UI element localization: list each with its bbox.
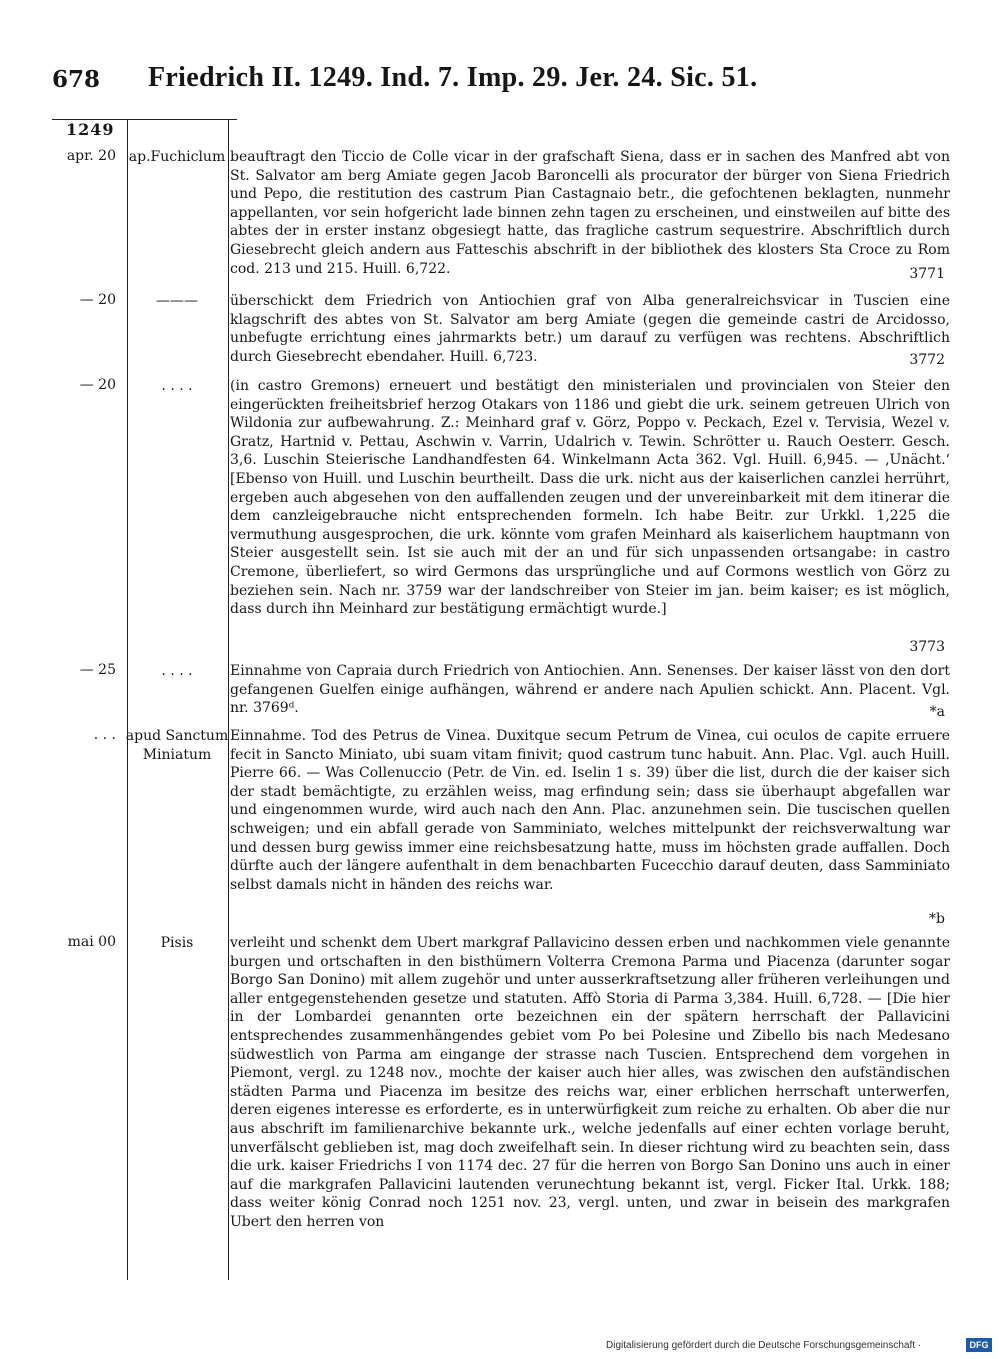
entry-number: *b: [929, 911, 945, 927]
entry-text: überschickt dem Friedrich von Antiochien graf von Alba generalreichsvicar in Tuscien eine klagschrift des abtes von St. Salvator am berg Amiate (gegen die gemeinde castri de Arcidosso, unbefugte errichtung eines jahrmarkts betr.) um darauf zu verfügen was rechtens. Abschriftlich durch Giesebrecht ebendaher. Huill. 6,723.: [230, 293, 950, 365]
entry-date: — 25: [79, 662, 116, 678]
year-heading: 1249: [66, 120, 115, 139]
entry-date: apr. 20: [66, 148, 116, 164]
digitization-credit: Digitalisierung gefördert durch die Deutsche Forschungsgemeinschaft ·: [606, 1340, 922, 1351]
entry-text: (in castro Gremons) erneuert und bestätigt den ministerialen und provincialen von Steier den eingerückten freiheitsbrief herzog Otakars von 1186 und giebt die urk. seinem getreuen Ulrich von Wildonia zur aufbewahrung. Z.: Meinhard graf v. Görz, Poppo v. Peckach, Ezel v. Tervisia, Wezel v. Gratz, Hartnid v. Pettau, Aschwin v. Varrin, Udalrich v. Tewin. Schrötter u. Rauch Oesterr. Gesch. 3,6. Luschin Steierische Landhandfesten 64. Winkelmann Acta 362. Vgl. Huill. 6,945. — ‚Unächt.‘ [Ebenso von Huill. und Luschin beurtheilt. Dass die urk. nicht aus der kaiserlichen canzlei herrührt, ergeben auch abgesehen von den auffallenden zeugen und der unvereinbarkeit mit dem itinerar die dem canzleigebrauche nicht entsprechenden formeln. Ich habe Beitr. zur Urkkl. 1,225 die vermuthung ausgesprochen, die urk. könnte vom grafen Meinhard als kaiserlichem hauptmann von Steier ausgestellt sein. Ist sie auch mit der an und für sich unpassenden ortsangabe: in castro Cremone, überliefert, so wird Germons das ursprüngliche und auf Cormons westlich von Görz zu beziehen sein. Nach nr. 3759 war der landschreiber von Steier im jan. beim kaiser; es ist möglich, dass durch ihn Meinhard zur bestätigung ermächtigt wurde.]: [230, 378, 950, 618]
regest-entry: [40, 148, 960, 288]
regest-entry: [40, 377, 960, 657]
entry-number: *a: [929, 704, 945, 720]
regest-entry: [40, 934, 960, 1274]
entry-text: beauftragt den Ticcio de Colle vicar in der grafschaft Siena, dass er in sachen des Manfred abt von St. Salvator am berg Amiate gegen Jacob Baroncelli als procurator der bürger von Siena Friedrich und Pepo, die restitution des castrum Pian Castagnaio betr., die gefochtenen beklagten, nunmehr appellanten, vor sein hofgericht lade binnen zehn tagen zu erscheinen, und einstweilen auf bitte des abtes der in erster instanz obgesiegt hatte, das fragliche castrum sequestrire. Abschriftlich durch Giesebrecht gleich andern aus Fatteschis abschrift in der bibliothek des klosters Sta Croce zu Rom cod. 213 und 215. Huill. 6,722.: [230, 149, 950, 277]
entry-place: ap.Fuchiclum: [128, 149, 226, 165]
entry-number: 3771: [909, 266, 945, 282]
regest-entry: [40, 292, 960, 372]
entry-place: . . . .: [161, 663, 193, 679]
dfg-logo-icon: DFG: [966, 1338, 992, 1352]
regest-entry: [40, 727, 960, 927]
entry-text: verleiht und schenkt dem Ubert markgraf Pallavicino dessen erben und nachkommen viele genannte burgen und ortschaften in den bisthümern Volterra Cremona Parma und Piacenza (darunter sogar Borgo San Donino) mit allem zugehör und unter ausserkraftsetzung aller früheren verleihungen und aller entgegenstehenden gesetze und statuten. Affò Storia di Parma 3,384. Huill. 6,728. — [Die hier in der Lombardei genannten orte bezeichnen ein der spätern herrschaft der Pallavicini entsprechendes zusammenhängendes gebiet vom Po bei Polesine und Zibello bis nach Medesano südwestlich von Parma am eingange der strasse nach Tuscien. Entsprechend dem vorgehen in Piemont, vergl. zu 1248 nov., mochte der kaiser auch hier alles, was zwischen den aufständischen städten Parma und Piacenza im besitze des reichs war, einer erblichen herrschaft unterwerfen, deren eigenes interesse es erforderte, es in unterwürfigkeit zum reiche zu erhalten. Ob aber die nur aus abschrift im familienarchive bekannte urk., welche jedenfalls auf einer echten vorlage beruht, unverfälscht geblieben ist, mag doch zweifelhaft sein. In dieser richtung wird zu beachten sein, dass die urk. kaiser Friedrichs I von 1174 dec. 27 für die herren von Borgo San Donino uns auch in einer auf die markgrafen Pallavicini lautenden verunechtung bekannt ist, vergl. Ficker Ital. Urkk. 188; dass weiter könig Conrad noch 1251 nov. 23, vergl. unten, und zwar in beisein des markgrafen Ubert den herren von: [230, 935, 950, 1230]
entry-date: — 20: [79, 377, 116, 393]
entry-text: Einnahme. Tod des Petrus de Vinea. Duxitque secum Petrum de Vinea, cui oculos de capite erruere fecit in Sancto Miniato, ubi suam vitam finivit; quod castrum tunc habuit. Ann. Plac. Vgl. auch Huill. Pierre 66. — Was Collenuccio (Petr. de Vin. ed. Iselin 1 s. 39) über die list, durch die der kaiser sich der stadt bemächtigte, zu erzählen weiss, mag erfindung sein; dass sie überhaupt abgefallen war und eingenommen wurde, wird auch nach den Ann. Plac. anzunehmen sein. Die tuscischen quellen schweigen; und ein abfall gerade von Samminiato, welches mittelpunkt der reichsverwaltung war und dessen burg gewiss immer eine reichsbesatzung hatte, muss im höchsten grade auffallen. Doch dürfte auch der längere aufenthalt in dem benachbarten Fucecchio darauf deuten, dass Samminiato selbst damals nicht in händen des reichs war.: [230, 728, 950, 893]
page-number: 678: [52, 66, 101, 93]
entry-number: 3772: [909, 352, 945, 368]
running-head: Friedrich II. 1249. Ind. 7. Imp. 29. Jer. 24. Sic. 51.: [148, 62, 758, 93]
entry-number: 3773: [909, 639, 945, 655]
entry-date: . . .: [93, 727, 116, 743]
entry-place: apud Sanctum Miniatum: [125, 728, 229, 763]
entry-place: Pisis: [160, 935, 194, 951]
regest-entry: [40, 662, 960, 724]
entry-date: — 20: [79, 292, 116, 308]
entry-text: Einnahme von Capraia durch Friedrich von Antiochien. Ann. Senenses. Der kaiser lässt von den dort gefangenen Guelfen einige aufhängen, während er andere nach Apulien schickt. Ann. Placent. Vgl. nr. 3769ᵈ.: [230, 663, 950, 717]
entry-place: ———: [156, 293, 198, 309]
entry-place: . . . .: [161, 378, 193, 394]
entry-date: mai 00: [67, 934, 116, 950]
